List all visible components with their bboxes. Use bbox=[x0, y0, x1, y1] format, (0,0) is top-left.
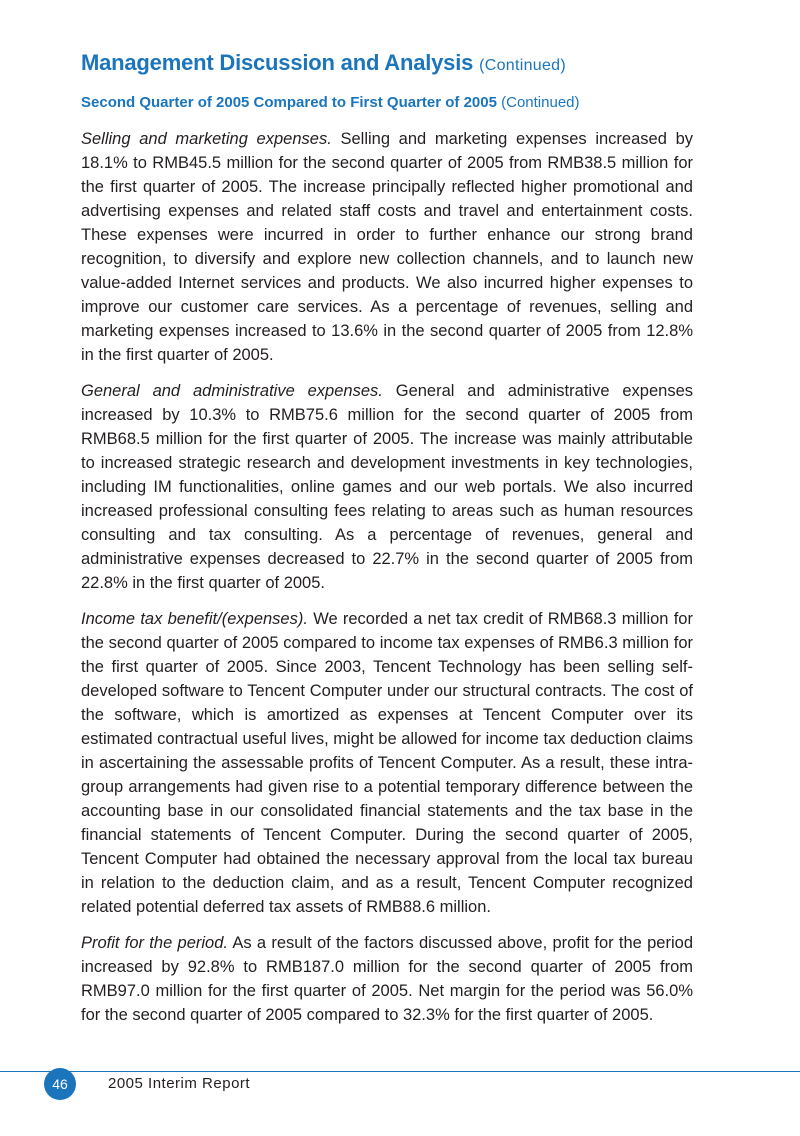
paragraph-general-administrative bbox=[81, 379, 693, 595]
body-text bbox=[81, 127, 693, 1039]
paragraph-text: General and administrative expenses increased by 10.3% to RMB75.6 million for the second quarter of 2005 from RMB68.5 million for the first quarter of 2005. The increase was mainly attributable to increased strategic research and development investments in key technologies, including IM functionalities, online games and our web portals. We also incurred increased professional consulting fees relating to areas such as human resources consulting and tax consulting. As a percentage of revenues, general and administrative expenses decreased to 22.7% in the second quarter of 2005 from 22.8% in the first quarter of 2005. bbox=[81, 382, 693, 592]
paragraph-text: Selling and marketing expenses increased by 18.1% to RMB45.5 million for the second quarter of 2005 from RMB38.5 million for the first quarter of 2005. The increase principally reflected higher promotional and advertising expenses and related staff costs and travel and entertainment costs. These expenses were incurred in order to further enhance our strong brand recognition, to diversify and explore new collection channels, and to launch new value-added Internet services and products. We also incurred higher expenses to improve our customer care services. As a percentage of revenues, selling and marketing expenses increased to 13.6% in the second quarter of 2005 from 12.8% in the first quarter of 2005. bbox=[81, 130, 693, 364]
paragraph-lead: Income tax benefit/(expenses). bbox=[81, 610, 308, 628]
paragraph-profit bbox=[81, 931, 693, 1027]
page-title-suffix: (Continued) bbox=[479, 57, 566, 74]
paragraph-text: As a result of the factors discussed above, profit for the period increased by 92.8% to RMB187.0 million for the second quarter of 2005 from RMB97.0 million for the first quarter of 2005. Net margin for the period was 56.0% for the second quarter of 2005 compared to 32.3% for the first quarter of 2005. bbox=[81, 934, 693, 1024]
footer-divider bbox=[0, 1071, 800, 1072]
page-title-text: Management Discussion and Analysis bbox=[81, 50, 474, 75]
section-heading bbox=[81, 94, 580, 111]
paragraph-text: We recorded a net tax credit of RMB68.3 million for the second quarter of 2005 compared to income tax expenses of RMB6.3 million for the first quarter of 2005. Since 2003, Tencent Technology has been selling self-developed software to Tencent Computer under our structural contracts. The cost of the software, which is amortized as expenses at Tencent Computer over its estimated contractual useful lives, might be allowed for income tax deduction claims in ascertaining the assessable profits of Tencent Computer. As a result, these intra-group arrangements had given rise to a potential temporary difference between the accounting base in our consolidated financial statements and the tax base in the financial statements of Tencent Computer. During the second quarter of 2005, Tencent Computer had obtained the necessary approval from the local tax bureau in relation to the deduction claim, and as a result, Tencent Computer recognized related potential deferred tax assets of RMB88.6 million. bbox=[81, 610, 693, 916]
paragraph-income-tax bbox=[81, 607, 693, 919]
paragraph-lead: General and administrative expenses. bbox=[81, 382, 383, 400]
page-title bbox=[81, 50, 566, 76]
section-heading-suffix: (Continued) bbox=[501, 94, 580, 111]
report-name: 2005 Interim Report bbox=[108, 1075, 251, 1092]
paragraph-lead: Profit for the period. bbox=[81, 934, 228, 952]
paragraph-lead: Selling and marketing expenses. bbox=[81, 130, 332, 148]
section-heading-text: Second Quarter of 2005 Compared to First Quarter of 2005 bbox=[81, 94, 497, 111]
paragraph-selling-marketing bbox=[81, 127, 693, 367]
page-number-badge: 46 bbox=[44, 1068, 76, 1100]
